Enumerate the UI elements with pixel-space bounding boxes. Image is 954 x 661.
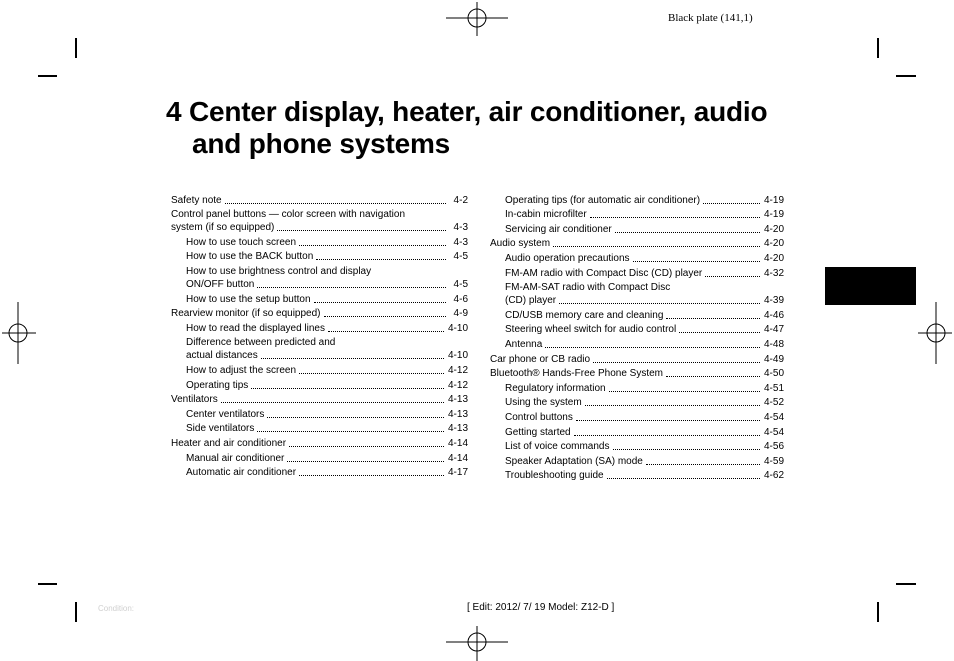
toc-entry-page: 4-39 [763, 295, 784, 307]
toc-entry-label: Manual air conditioner [186, 452, 285, 464]
toc-entry-label: How to use the BACK button [186, 251, 314, 263]
toc-entry-page: 4-32 [763, 267, 784, 279]
leader-dots [328, 331, 444, 332]
toc-entry-page: 4-3 [453, 222, 468, 234]
toc-entry[interactable] [490, 380, 784, 395]
toc-entry[interactable] [171, 263, 468, 291]
leader-dots [225, 203, 446, 204]
toc-entry-label: Regulatory information [505, 382, 606, 394]
leader-dots [277, 230, 446, 231]
toc-entry-page: 4-17 [447, 467, 468, 479]
toc-entry[interactable] [490, 236, 784, 251]
toc-entry[interactable] [490, 336, 784, 351]
toc-entry[interactable] [490, 351, 784, 366]
toc-entry[interactable] [171, 234, 468, 249]
leader-dots [299, 245, 446, 246]
toc-entry-page: 4-12 [447, 364, 468, 376]
leader-dots [289, 446, 444, 447]
toc-entry-page: 4-13 [447, 408, 468, 420]
leader-dots [615, 232, 760, 233]
toc-entry-page: 4-20 [763, 252, 784, 264]
toc-entry[interactable] [490, 307, 784, 322]
toc-entry[interactable] [490, 280, 784, 308]
toc-entry-label: Ventilators [171, 394, 218, 406]
leader-dots [576, 420, 760, 421]
toc-entry-page: 4-59 [763, 455, 784, 467]
toc-entry-page: 4-13 [447, 423, 468, 435]
leader-dots [646, 464, 760, 465]
toc-entry[interactable] [490, 366, 784, 381]
toc-entry[interactable] [490, 207, 784, 222]
toc-entry[interactable] [490, 439, 784, 454]
toc-entry-label: Steering wheel switch for audio control [505, 324, 677, 336]
edit-info: [ Edit: 2012/ 7/ 19 Model: Z12-D ] [467, 602, 615, 613]
leader-dots [705, 276, 760, 277]
crop-mark [38, 583, 57, 585]
toc-entry-page: 4-51 [763, 382, 784, 394]
toc-entry-label: How to read the displayed lines [186, 322, 325, 334]
toc-entry-page: 4-2 [453, 194, 468, 206]
toc-entry-label: Servicing air conditioner [505, 223, 612, 235]
toc-entry-label: CD/USB memory care and cleaning [505, 309, 664, 321]
leader-dots [299, 475, 444, 476]
toc-entry[interactable] [171, 421, 468, 436]
toc-entry[interactable] [490, 221, 784, 236]
crop-mark [877, 602, 879, 622]
toc-entry-label-cont: ON/OFF button [186, 278, 255, 290]
toc-entry-label: How to use the setup button [186, 293, 311, 305]
toc-entry-label: Difference between predicted and [186, 337, 336, 349]
leader-dots [257, 287, 446, 288]
registration-mark-bottom-icon [446, 626, 508, 661]
crop-mark [75, 602, 77, 622]
leader-dots [613, 449, 760, 450]
leader-dots [316, 259, 446, 260]
leader-dots [553, 246, 760, 247]
toc-entry-page: 4-6 [453, 293, 468, 305]
leader-dots [559, 303, 760, 304]
toc-entry-page: 4-10 [447, 350, 468, 362]
toc-entry-label-cont: actual distances [186, 350, 258, 362]
toc-entry-page: 4-54 [763, 426, 784, 438]
toc-entry-label: Bluetooth® Hands-Free Phone System [490, 368, 664, 380]
leader-dots [267, 417, 444, 418]
toc-entry-label: Control panel buttons — color screen with navigation [171, 209, 406, 221]
leader-dots [251, 388, 444, 389]
toc-entry-page: 4-46 [763, 309, 784, 321]
toc-entry[interactable] [171, 249, 468, 264]
toc-entry-label: FM-AM-SAT radio with Compact Disc [505, 282, 671, 294]
toc-entry[interactable] [171, 406, 468, 421]
registration-mark-right-icon [918, 302, 952, 364]
toc-entry-page: 4-20 [763, 238, 784, 250]
toc-entry-page: 4-19 [763, 194, 784, 206]
leader-dots [609, 391, 760, 392]
toc-entry[interactable] [490, 192, 784, 207]
toc-entry-label: Antenna [505, 338, 543, 350]
toc-entry[interactable] [171, 435, 468, 450]
toc-entry[interactable] [171, 306, 468, 321]
leader-dots [574, 435, 760, 436]
leader-dots [607, 478, 760, 479]
chapter-title-line1: 4 Center display, heater, air conditioner, audio [166, 96, 768, 127]
leader-dots [585, 405, 760, 406]
toc-entry[interactable] [490, 322, 784, 337]
leader-dots [257, 431, 444, 432]
toc-entry-page: 4-56 [763, 441, 784, 453]
toc-entry[interactable] [171, 207, 468, 235]
leader-dots [314, 302, 446, 303]
crop-mark [896, 75, 916, 77]
toc-entry-label: Side ventilators [186, 423, 255, 435]
toc-entry-page: 4-48 [763, 338, 784, 350]
toc-entry[interactable] [171, 192, 468, 207]
toc-entry-label-cont: system (if so equipped) [171, 222, 275, 234]
crop-mark [896, 583, 916, 585]
toc-entry-page: 4-12 [447, 379, 468, 391]
toc-entry-page: 4-62 [763, 470, 784, 482]
toc-entry-label: Audio operation precautions [505, 252, 630, 264]
leader-dots [299, 373, 444, 374]
chapter-thumb-tab [825, 267, 916, 305]
toc-entry-page: 4-13 [447, 394, 468, 406]
toc-entry-page: 4-47 [763, 324, 784, 336]
toc-entry-page: 4-54 [763, 411, 784, 423]
toc-entry-label: List of voice commands [505, 441, 610, 453]
chapter-title-line2: and phone systems [192, 128, 451, 159]
toc-entry[interactable] [490, 265, 784, 280]
toc-entry-label: Car phone or CB radio [490, 353, 591, 365]
toc-entry[interactable] [171, 377, 468, 392]
toc-entry-label: Heater and air conditioner [171, 437, 287, 449]
leader-dots [590, 217, 760, 218]
registration-mark-left-icon [2, 302, 36, 364]
leader-dots [666, 376, 760, 377]
toc-entry-page: 4-49 [763, 353, 784, 365]
leader-dots [666, 318, 760, 319]
toc-entry[interactable] [171, 362, 468, 377]
plate-label: Black plate (141,1) [668, 12, 753, 24]
toc-entry-page: 4-9 [453, 308, 468, 320]
toc-entry-label-cont: (CD) player [505, 295, 557, 307]
toc-entry-page: 4-14 [447, 452, 468, 464]
toc-entry-page: 4-3 [453, 236, 468, 248]
toc-entry[interactable] [490, 409, 784, 424]
toc-left-column [171, 192, 468, 479]
toc-entry-label: Using the system [505, 397, 582, 409]
leader-dots [703, 203, 760, 204]
toc-entry-label: Safety note [171, 194, 222, 206]
toc-entry[interactable] [490, 250, 784, 265]
toc-entry-label: Operating tips [186, 379, 249, 391]
leader-dots [545, 347, 760, 348]
toc-entry[interactable] [171, 392, 468, 407]
leader-dots [324, 316, 446, 317]
toc-entry-page: 4-10 [447, 322, 468, 334]
toc-entry-label: In-cabin microfilter [505, 209, 587, 221]
toc-entry-label: Troubleshooting guide [505, 470, 604, 482]
toc-entry-page: 4-5 [453, 278, 468, 290]
toc-entry-label: Automatic air conditioner [186, 467, 297, 479]
toc-entry[interactable] [171, 450, 468, 465]
leader-dots [221, 402, 444, 403]
leader-dots [261, 358, 444, 359]
crop-mark [75, 38, 77, 58]
registration-mark-top-icon [446, 2, 508, 36]
toc-entry[interactable] [171, 291, 468, 306]
toc-entry[interactable] [490, 424, 784, 439]
crop-mark [38, 75, 57, 77]
toc-entry[interactable] [490, 395, 784, 410]
toc-right-column [490, 192, 784, 482]
leader-dots [633, 261, 760, 262]
toc-entry-page: 4-19 [763, 209, 784, 221]
toc-entry-label: FM-AM radio with Compact Disc (CD) player [505, 267, 703, 279]
toc-entry[interactable] [171, 320, 468, 335]
chapter-title [166, 96, 767, 160]
crop-mark [877, 38, 879, 58]
toc-entry[interactable] [490, 453, 784, 468]
toc-entry-page: 4-20 [763, 223, 784, 235]
toc-entry-label: Control buttons [505, 411, 573, 423]
toc-entry[interactable] [171, 465, 468, 480]
toc-entry[interactable] [171, 335, 468, 363]
toc-entry-label: Speaker Adaptation (SA) mode [505, 455, 643, 467]
leader-dots [287, 461, 444, 462]
toc-entry-page: 4-52 [763, 397, 784, 409]
toc-entry-label: Audio system [490, 238, 551, 250]
toc-entry-label: Getting started [505, 426, 571, 438]
toc-entry-page: 4-50 [763, 368, 784, 380]
condition-label: Condition: [98, 604, 135, 613]
toc-entry-label: How to use brightness control and display [186, 265, 372, 277]
toc-entry-page: 4-14 [447, 437, 468, 449]
leader-dots [679, 332, 760, 333]
toc-entry-label: Operating tips (for automatic air conditioner) [505, 194, 701, 206]
toc-entry-label: How to use touch screen [186, 236, 297, 248]
leader-dots [593, 362, 760, 363]
toc-entry-label: Center ventilators [186, 408, 265, 420]
toc-entry-label: Rearview monitor (if so equipped) [171, 308, 321, 320]
toc-entry[interactable] [490, 468, 784, 483]
toc-entry-page: 4-5 [453, 251, 468, 263]
toc-entry-label: How to adjust the screen [186, 364, 297, 376]
